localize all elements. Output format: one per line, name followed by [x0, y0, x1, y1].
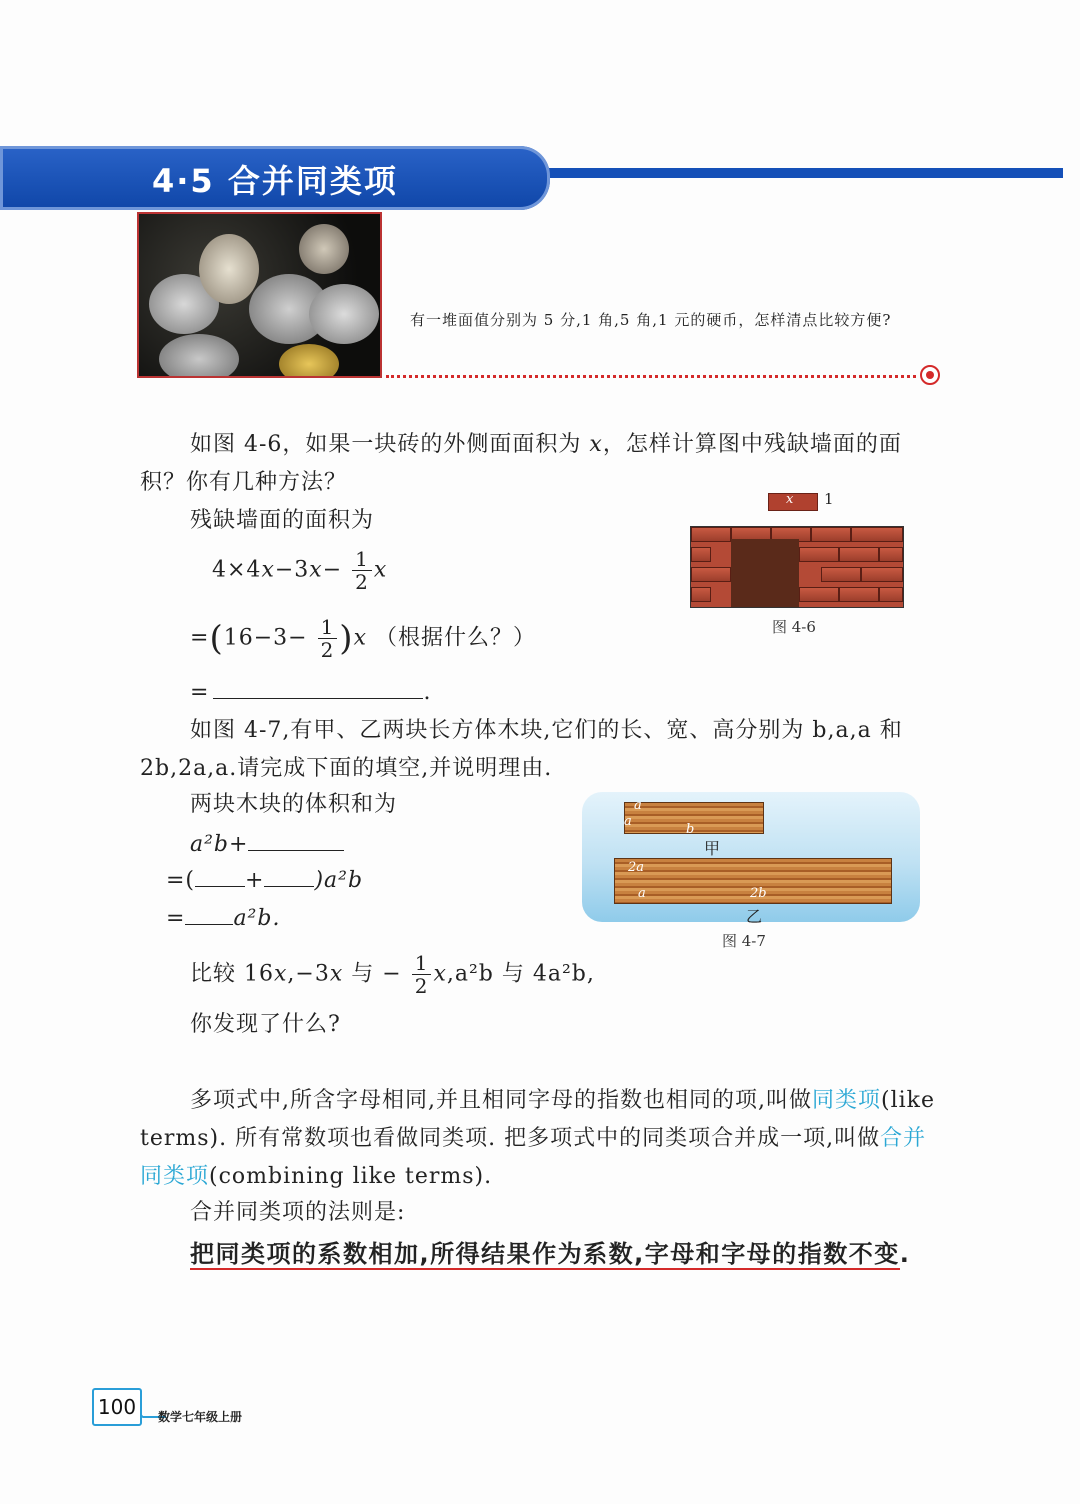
- target-dot-icon: [920, 365, 940, 385]
- brick-wall: [690, 526, 904, 608]
- block-name-jia: 甲: [704, 839, 721, 858]
- volume-line-3: = a²b.: [166, 900, 280, 938]
- label-2a: 2a: [628, 860, 645, 875]
- figure-caption-4-6: 图 4-6: [772, 618, 816, 636]
- volume-line-1: a²b+: [190, 826, 344, 864]
- area-label: 残缺墙面的面积为: [190, 508, 375, 533]
- definition-paragraph: 多项式中,所含字母相同,并且相同字母的指数也相同的项,叫做同类项(like terms). 所有常数项也看做同类项. 把多项式中的同类项合并成一项,叫做合并同类项(combining like terms).: [140, 1088, 936, 1189]
- answer-blank[interactable]: [195, 862, 245, 887]
- term-like-terms: 同类项: [811, 1088, 881, 1113]
- expression-line-3: = .: [190, 674, 431, 712]
- answer-blank[interactable]: [185, 900, 233, 925]
- volume-line-2: =( + )a²b: [166, 862, 363, 900]
- rule-intro: 合并同类项的法则是:: [190, 1200, 406, 1225]
- combining-rule: 把同类项的系数相加,所得结果作为系数,字母和字母的指数不变.: [190, 1240, 911, 1268]
- volume-label: 两块木块的体积和为: [190, 792, 398, 817]
- missing-wall-area: [731, 539, 799, 608]
- block-name-yi: 乙: [746, 907, 763, 926]
- page-number: 100: [92, 1388, 142, 1426]
- label-a-yi: a: [638, 886, 646, 901]
- brick-label: x: [786, 492, 794, 507]
- dotted-divider: [386, 375, 916, 378]
- header-rule: [540, 168, 1063, 178]
- brick-side-label: 1: [824, 490, 834, 508]
- label-b: b: [686, 822, 695, 837]
- question-paragraph-2: 如图 4-7,有甲、乙两块长方体木块,它们的长、宽、高分别为 b,a,a 和 2b,2a,a.请完成下面的填空,并说明理由.: [140, 718, 903, 781]
- book-title: 数学七年级上册: [158, 1410, 243, 1424]
- expression-line-1: 4×4x−3x− $\frac{1}{2}$ x: [212, 547, 388, 594]
- question-paragraph-1: 如图 4-6，如果一块砖的外侧面面积为 x，怎样计算图中残缺墙面的面积？你有几种方法？: [140, 432, 902, 495]
- section-title: 4·5 合并同类项: [152, 162, 398, 200]
- coin-photo: [137, 212, 382, 378]
- compare-line: 比较 16x,−3x 与 − $\frac{1}{2}$ x,a²b 与 4a²b,: [190, 951, 595, 998]
- answer-blank[interactable]: [264, 862, 314, 887]
- expression-line-2: =(16−3− $\frac{1}{2}$ )x （根据什么？）: [190, 615, 536, 662]
- discover-question: 你发现了什么?: [190, 1012, 341, 1037]
- answer-blank[interactable]: [213, 674, 423, 699]
- label-a-top: a: [634, 798, 642, 813]
- answer-blank[interactable]: [248, 826, 344, 851]
- term-combining-like-terms: 合并同类项: [140, 1126, 927, 1189]
- wood-blocks-figure: [582, 792, 920, 922]
- label-a-side: a: [624, 814, 632, 829]
- label-2b: 2b: [750, 886, 767, 901]
- intro-question: 有一堆面值分别为 5 分,1 角,5 角,1 元的硬币，怎样清点比较方便?: [410, 311, 892, 329]
- figure-caption-4-7: 图 4-7: [722, 932, 766, 950]
